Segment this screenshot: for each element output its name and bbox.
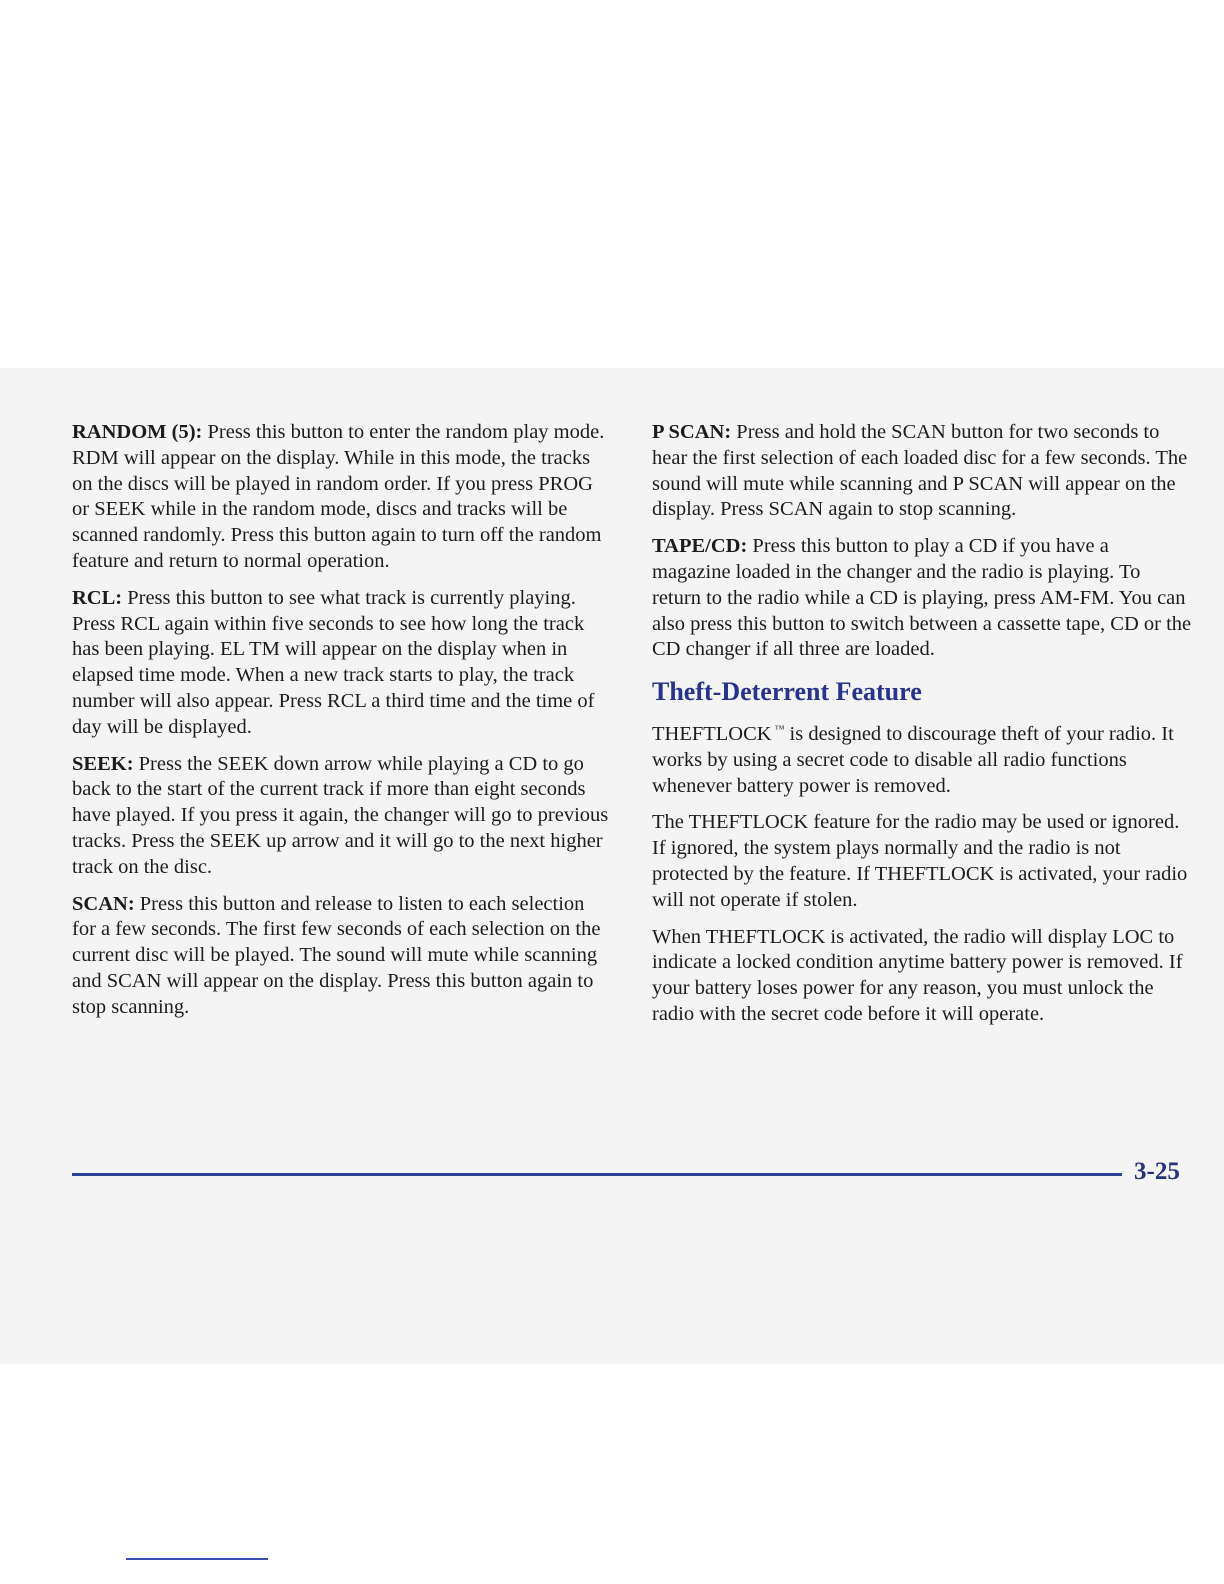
page-number: 3-25 [1134,1158,1180,1185]
section-heading: Theft-Deterrent Feature [652,677,922,707]
theftlock-word: THEFTLOCK [652,723,772,745]
tapecd-entry [652,534,1192,663]
rcl-entry [72,586,612,741]
footer-rule [72,1173,1122,1176]
rcl-term: RCL: [72,586,123,609]
random-term: RANDOM (5): [72,421,203,443]
seek-term: SEEK: [72,752,134,775]
theftlock-usage: The THEFTLOCK feature for the radio may be used or ignored. If ignored, the system plays normally and the radio is not protected by the feature. If THEFTLOCK is activated, your radio will not operate if stolen. [652,811,1188,911]
random-text: Press this button to enter the random play mode. RDM will appear on the display. While in this mode, the tracks on the discs will be played in random order. If you press PROG or SEEK while in the random mode, discs and tracks will be scanned randomly. Press this button again to turn off the random feature and return to normal operation. [72,421,605,572]
seek-entry [72,752,612,881]
rcl-text: Press this button to see what track is currently playing. Press RCL again within five seconds to see how long the track has been playing. EL TM will appear on the display when in elapsed time mode. When a new track starts to play, the track number will also appear. Press RCL a third time and the time of day will be displayed. [72,586,595,738]
trademark-mark: ™ [774,724,785,736]
scan-text: Press this button and release to listen to each selection for a few seconds. The first few seconds of each selection on the current disc will be played. The sound will mute while scanning and SCAN will appear on the display. Press this button again to stop scanning. [72,892,601,1018]
theftlock-intro-text: is designed to discourage theft of your radio. It works by using a secret code to disable all radio functions whenever battery power is removed. [652,723,1174,797]
scan-term: SCAN: [72,892,135,915]
theftlock-activated: When THEFTLOCK is activated, the radio will display LOC to indicate a locked condition anytime battery power is removed. If your battery loses power for any reason, you must unlock the radio with the secret code before it will operate. [652,925,1183,1025]
pscan-text: Press and hold the SCAN button for two seconds to hear the first selection of each loaded disc for a few seconds. The sound will mute while scanning and P SCAN will appear on the display. Press SCAN again to stop scanning. [652,421,1188,521]
left-column [72,420,612,1032]
tapecd-text: Press this button to play a CD if you have a magazine loaded in the changer and the radio is playing. To return to the radio while a CD is playing, press AM-FM. You can also press this button to switch between a cassette tape, CD or the CD changer if all three are loaded. [652,535,1192,661]
right-column [652,420,1192,1039]
random-entry [72,420,612,575]
seek-text: Press the SEEK down arrow while playing a CD to go back to the start of the current track if more than eight seconds have played. If you press it again, the changer will go to previous tracks. Press the SEEK up arrow and it will go to the next higher track on the disc. [72,752,609,878]
theftlock-intro [652,717,1192,799]
tapecd-term: TAPE/CD: [652,535,748,558]
pscan-term: P SCAN: [652,421,732,443]
scan-entry [72,892,612,1021]
bottom-link-line [126,1558,268,1560]
pscan-entry [652,420,1192,523]
